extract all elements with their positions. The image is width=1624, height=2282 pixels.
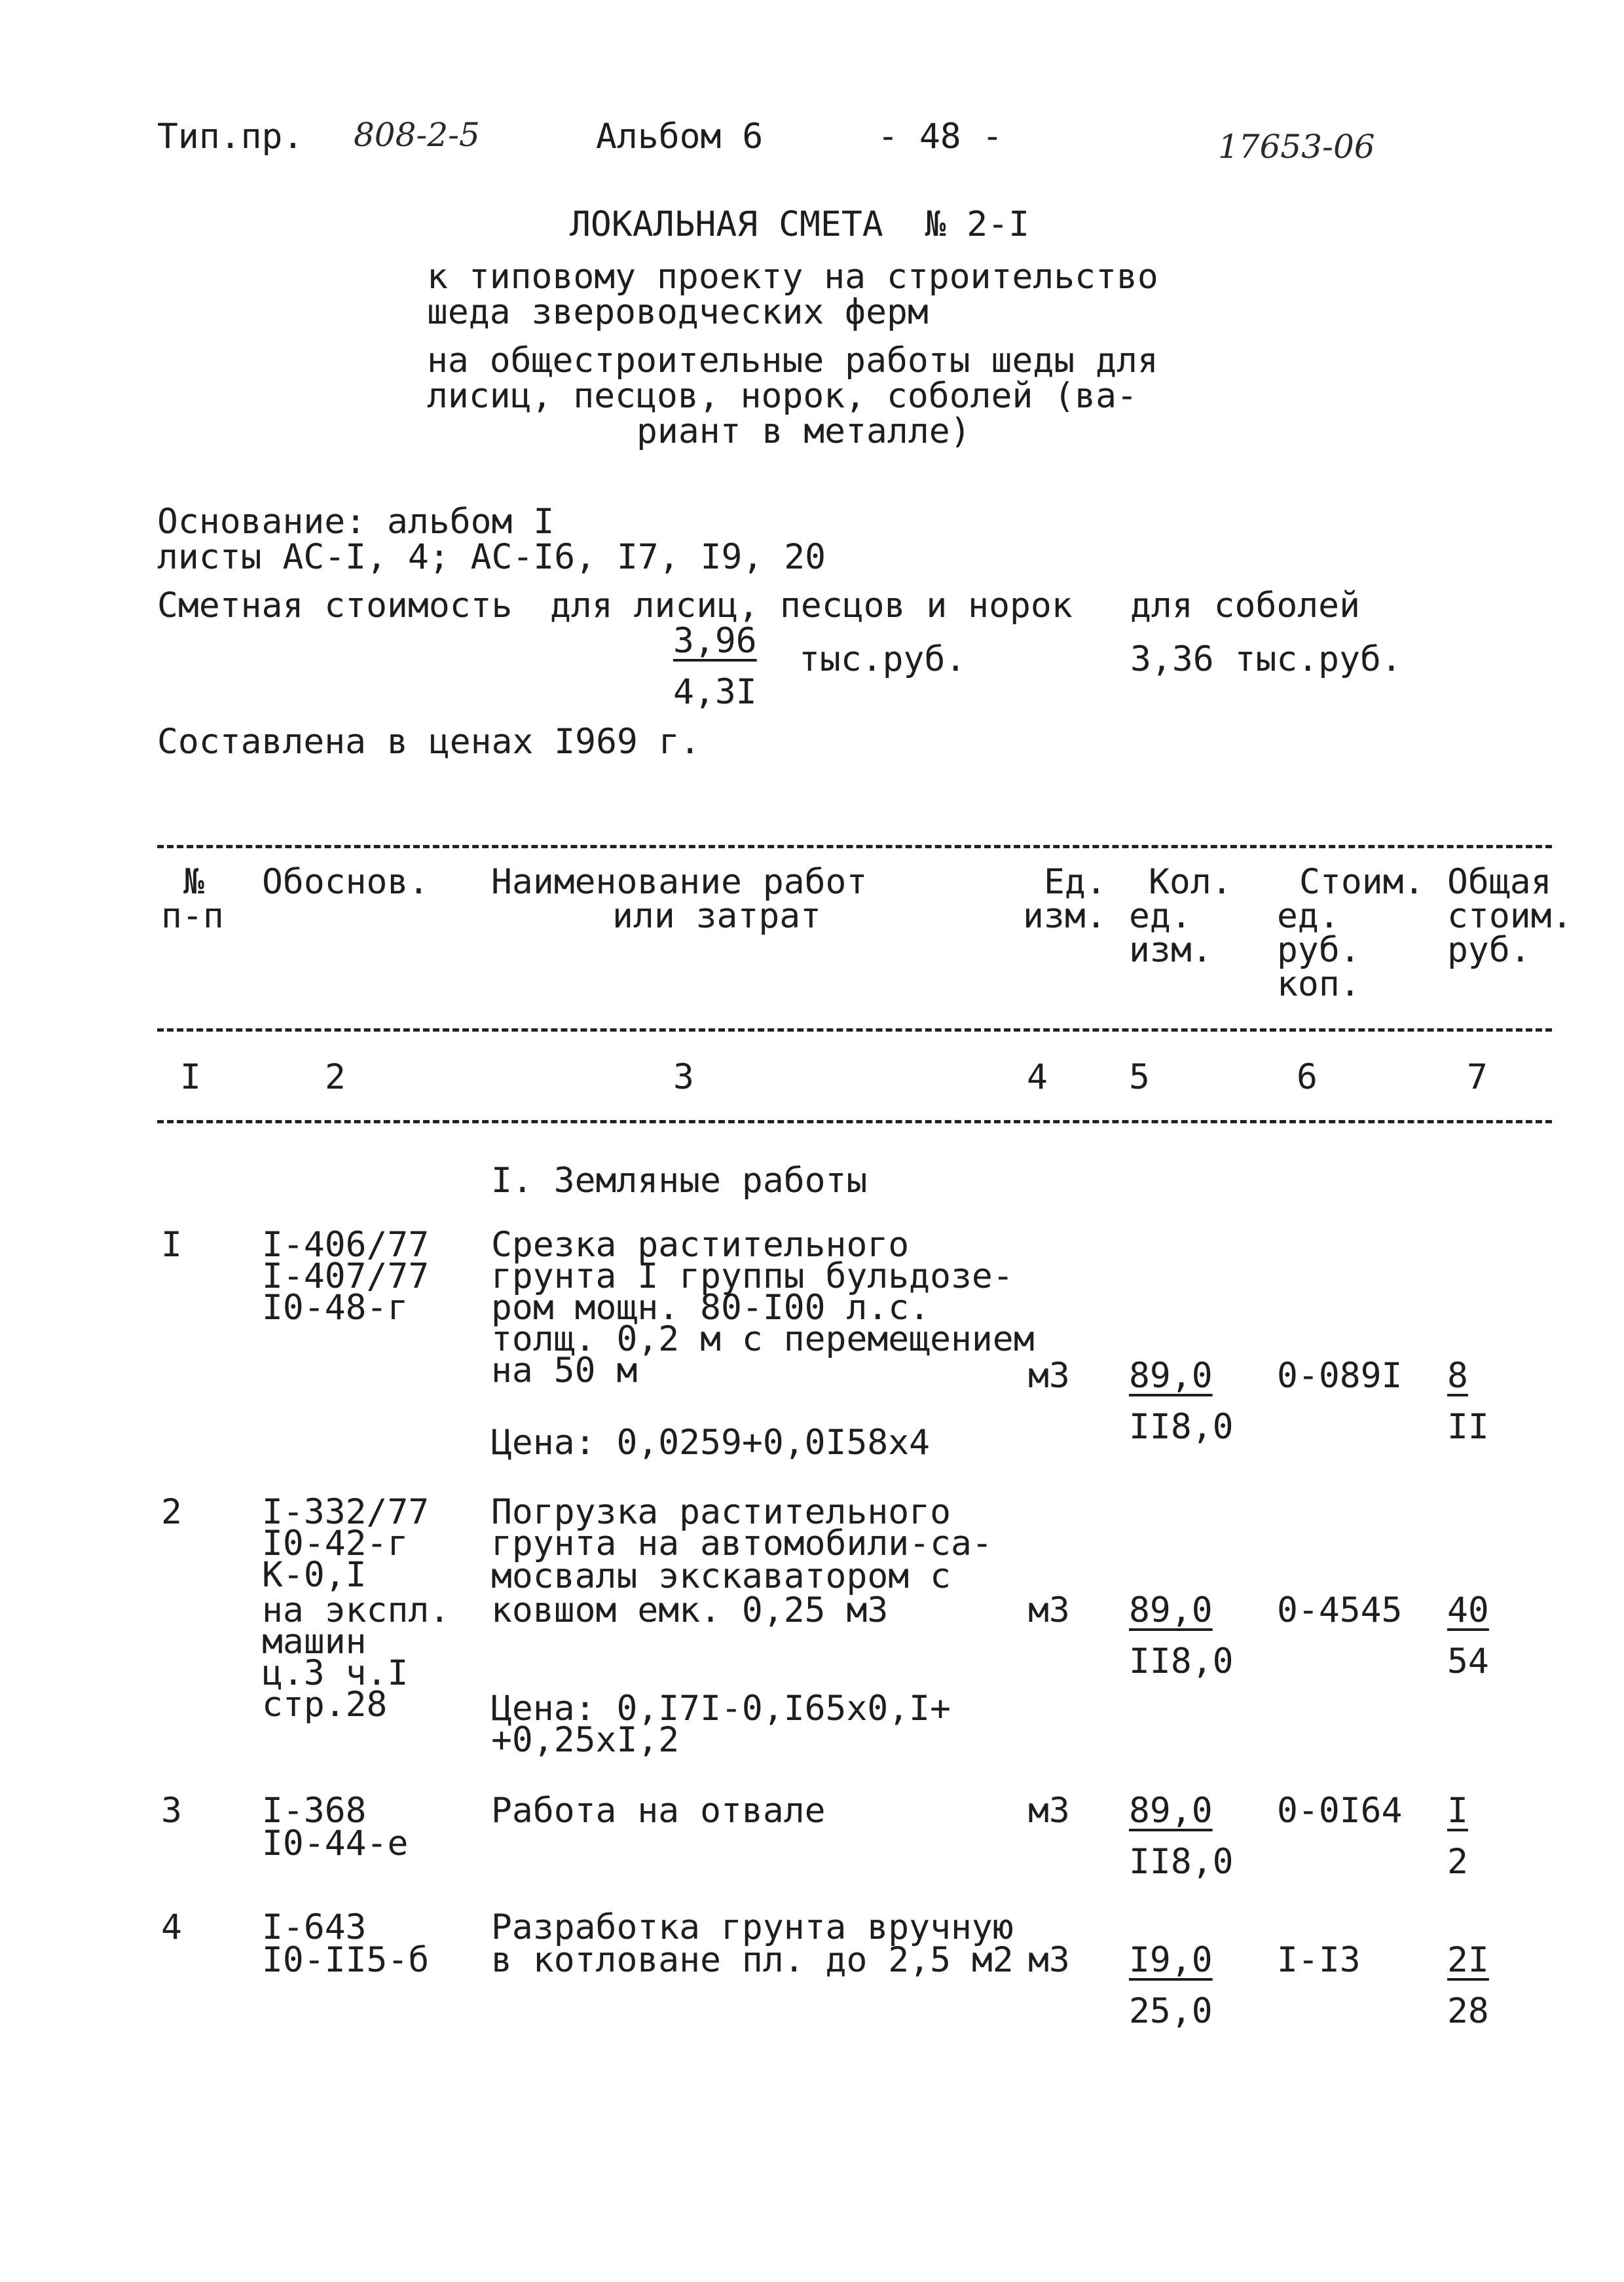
row-name-line: на 50 м xyxy=(491,1351,638,1391)
document-heading: ЛОКАЛЬНАЯ СМЕТА № 2-I xyxy=(570,204,1029,244)
row-price-note: Цена: 0,0259+0,0I58x4 xyxy=(491,1423,931,1463)
header-col-2: Обоснов. xyxy=(262,862,430,902)
row-name-line: толщ. 0,2 м с перемещением xyxy=(491,1319,1035,1359)
header-col-5-line-1: Кол. xyxy=(1149,862,1232,902)
row-unit: м3 xyxy=(1028,1940,1070,1980)
row-total-top: 8 xyxy=(1447,1356,1468,1396)
header-page-number: - 48 - xyxy=(877,117,1003,157)
row-basis-line: I-407/77 xyxy=(262,1256,430,1296)
row-total-top: 40 xyxy=(1447,1590,1489,1630)
row-basis-line: I-368 xyxy=(262,1791,367,1831)
table-top-rule xyxy=(157,845,1552,848)
row-basis-line: I0-II5-б xyxy=(262,1940,430,1980)
row-number: I xyxy=(161,1225,182,1265)
column-number-6: 6 xyxy=(1297,1057,1318,1097)
row-unit: м3 xyxy=(1028,1791,1070,1831)
row-basis-line: I0-42-г xyxy=(262,1524,409,1563)
row-quantity-top: 89,0 xyxy=(1129,1791,1213,1831)
header-doc-code: 17653-06 xyxy=(1218,128,1375,166)
row-unit-cost: I-I3 xyxy=(1277,1940,1361,1980)
row-unit: м3 xyxy=(1028,1356,1070,1396)
row-quantity-bottom: II8,0 xyxy=(1129,1842,1234,1882)
header-col-7-line-2: стоим. xyxy=(1447,896,1573,936)
title-line-5: риант в металле) xyxy=(637,411,971,451)
header-project-code: 808-2-5 xyxy=(354,116,480,154)
row-total-bottom: 2 xyxy=(1447,1842,1468,1882)
title-line-2: шеда звероводческих ферм xyxy=(427,292,929,332)
cost-foxes-unit: тыс.руб. xyxy=(799,639,967,679)
row-price-note: Цена: 0,I7I-0,I65x0,I+ xyxy=(491,1689,951,1729)
row-basis-line: на экспл. xyxy=(262,1590,451,1630)
row-quantity-bottom: II8,0 xyxy=(1129,1407,1234,1447)
cost-sables-label: для соболей xyxy=(1130,586,1360,626)
header-col-3-line-2: или затрат xyxy=(612,896,822,936)
title-line-3: на общестроительные работы шеды для xyxy=(427,341,1158,381)
basis-line-2: листы АС-I, 4; АС-I6, I7, I9, 20 xyxy=(157,537,826,577)
row-name-line: грунта на автомобили-са- xyxy=(491,1524,993,1563)
row-quantity-bottom: II8,0 xyxy=(1129,1641,1234,1681)
header-tip-pr: Тип.пр. xyxy=(157,117,304,157)
cost-foxes-denominator: 4,3I xyxy=(673,672,757,712)
row-basis-line: К-0,I xyxy=(262,1555,367,1595)
row-number: 2 xyxy=(161,1492,182,1532)
header-col-7-line-3: руб. xyxy=(1447,930,1531,970)
cost-foxes-numerator: 3,96 xyxy=(673,621,757,661)
row-basis-line: I-332/77 xyxy=(262,1492,430,1532)
row-total-bottom: II xyxy=(1447,1407,1489,1447)
header-col-6-line-3: руб. xyxy=(1277,930,1361,970)
row-unit: м3 xyxy=(1028,1590,1070,1630)
table-columns-rule xyxy=(157,1120,1552,1123)
column-number-7: 7 xyxy=(1467,1057,1488,1097)
header-col-5-line-3: изм. xyxy=(1129,930,1213,970)
header-col-4-line-2: изм. xyxy=(1023,896,1107,936)
title-line-1: к типовому проекту на строительство xyxy=(427,257,1158,297)
header-col-1-line-1: № xyxy=(183,862,204,902)
column-number-3: 3 xyxy=(673,1057,694,1097)
row-unit-cost: 0-0I64 xyxy=(1277,1791,1403,1831)
title-line-4: лисиц, песцов, норок, соболей (ва- xyxy=(427,376,1137,416)
header-album: Альбом 6 xyxy=(596,117,764,157)
row-name-line: Погрузка растительного xyxy=(491,1492,951,1532)
row-name-line: Срезка растительного xyxy=(491,1225,910,1265)
row-total-top: 2I xyxy=(1447,1940,1489,1980)
row-total-bottom: 28 xyxy=(1447,1991,1489,2031)
row-name-line: мосвалы экскаватором с xyxy=(491,1556,951,1596)
row-basis-line: I-643 xyxy=(262,1907,367,1947)
header-col-5-line-2: ед. xyxy=(1129,896,1192,936)
row-name-line: Работа на отвале xyxy=(491,1791,826,1831)
row-name-line: в котловане пл. до 2,5 м2 xyxy=(491,1940,1014,1980)
row-name-line: Разработка грунта вручную xyxy=(491,1907,1014,1947)
header-col-6-line-2: ед. xyxy=(1277,896,1340,936)
header-col-6-line-4: коп. xyxy=(1277,964,1361,1004)
column-number-4: 4 xyxy=(1027,1057,1048,1097)
header-col-1-line-2: п-п xyxy=(161,896,224,936)
row-quantity-bottom: 25,0 xyxy=(1129,1991,1213,2031)
row-basis-line: I0-44-е xyxy=(262,1824,409,1863)
row-basis-line: I-406/77 xyxy=(262,1225,430,1265)
section-title: I. Земляные работы xyxy=(491,1161,868,1201)
row-total-top: I xyxy=(1447,1791,1468,1831)
header-col-4-line-1: Ед. xyxy=(1044,862,1107,902)
table-header-rule xyxy=(157,1028,1552,1032)
cost-sables-value: 3,36 тыс.руб. xyxy=(1130,639,1402,679)
row-basis-line: стр.28 xyxy=(262,1685,388,1725)
basis-line-1: Основание: альбом I xyxy=(157,502,555,542)
row-name-line: ром мощн. 80-I00 л.с. xyxy=(491,1288,931,1328)
column-number-5: 5 xyxy=(1129,1057,1150,1097)
row-basis-line: I0-48-г xyxy=(262,1288,409,1328)
row-quantity-top: I9,0 xyxy=(1129,1940,1213,1980)
row-name-line: грунта I группы бульдозе- xyxy=(491,1256,1014,1296)
row-number: 3 xyxy=(161,1791,182,1831)
column-number-2: 2 xyxy=(325,1057,346,1097)
header-col-3-line-1: Наименование работ xyxy=(491,862,868,902)
row-quantity-top: 89,0 xyxy=(1129,1590,1213,1630)
row-name-line: ковшом емк. 0,25 м3 xyxy=(491,1590,889,1630)
row-basis-line: ц.3 ч.I xyxy=(262,1653,409,1693)
row-total-bottom: 54 xyxy=(1447,1641,1489,1681)
prices-year-line: Составлена в ценах I969 г. xyxy=(157,722,701,762)
column-number-1: I xyxy=(180,1057,201,1097)
row-unit-cost: 0-089I xyxy=(1277,1356,1403,1396)
row-unit-cost: 0-4545 xyxy=(1277,1590,1403,1630)
header-col-7-line-1: Общая xyxy=(1447,862,1552,902)
row-quantity-top: 89,0 xyxy=(1129,1356,1213,1396)
row-number: 4 xyxy=(161,1907,182,1947)
cost-foxes-label: для лисиц, песцов и норок xyxy=(550,586,1073,626)
row-basis-line: машин xyxy=(262,1622,367,1662)
row-price-note-continued: +0,25xI,2 xyxy=(491,1720,680,1760)
header-col-6-line-1: Стоим. xyxy=(1299,862,1425,902)
estimated-cost-label: Сметная стоимость xyxy=(157,586,513,626)
